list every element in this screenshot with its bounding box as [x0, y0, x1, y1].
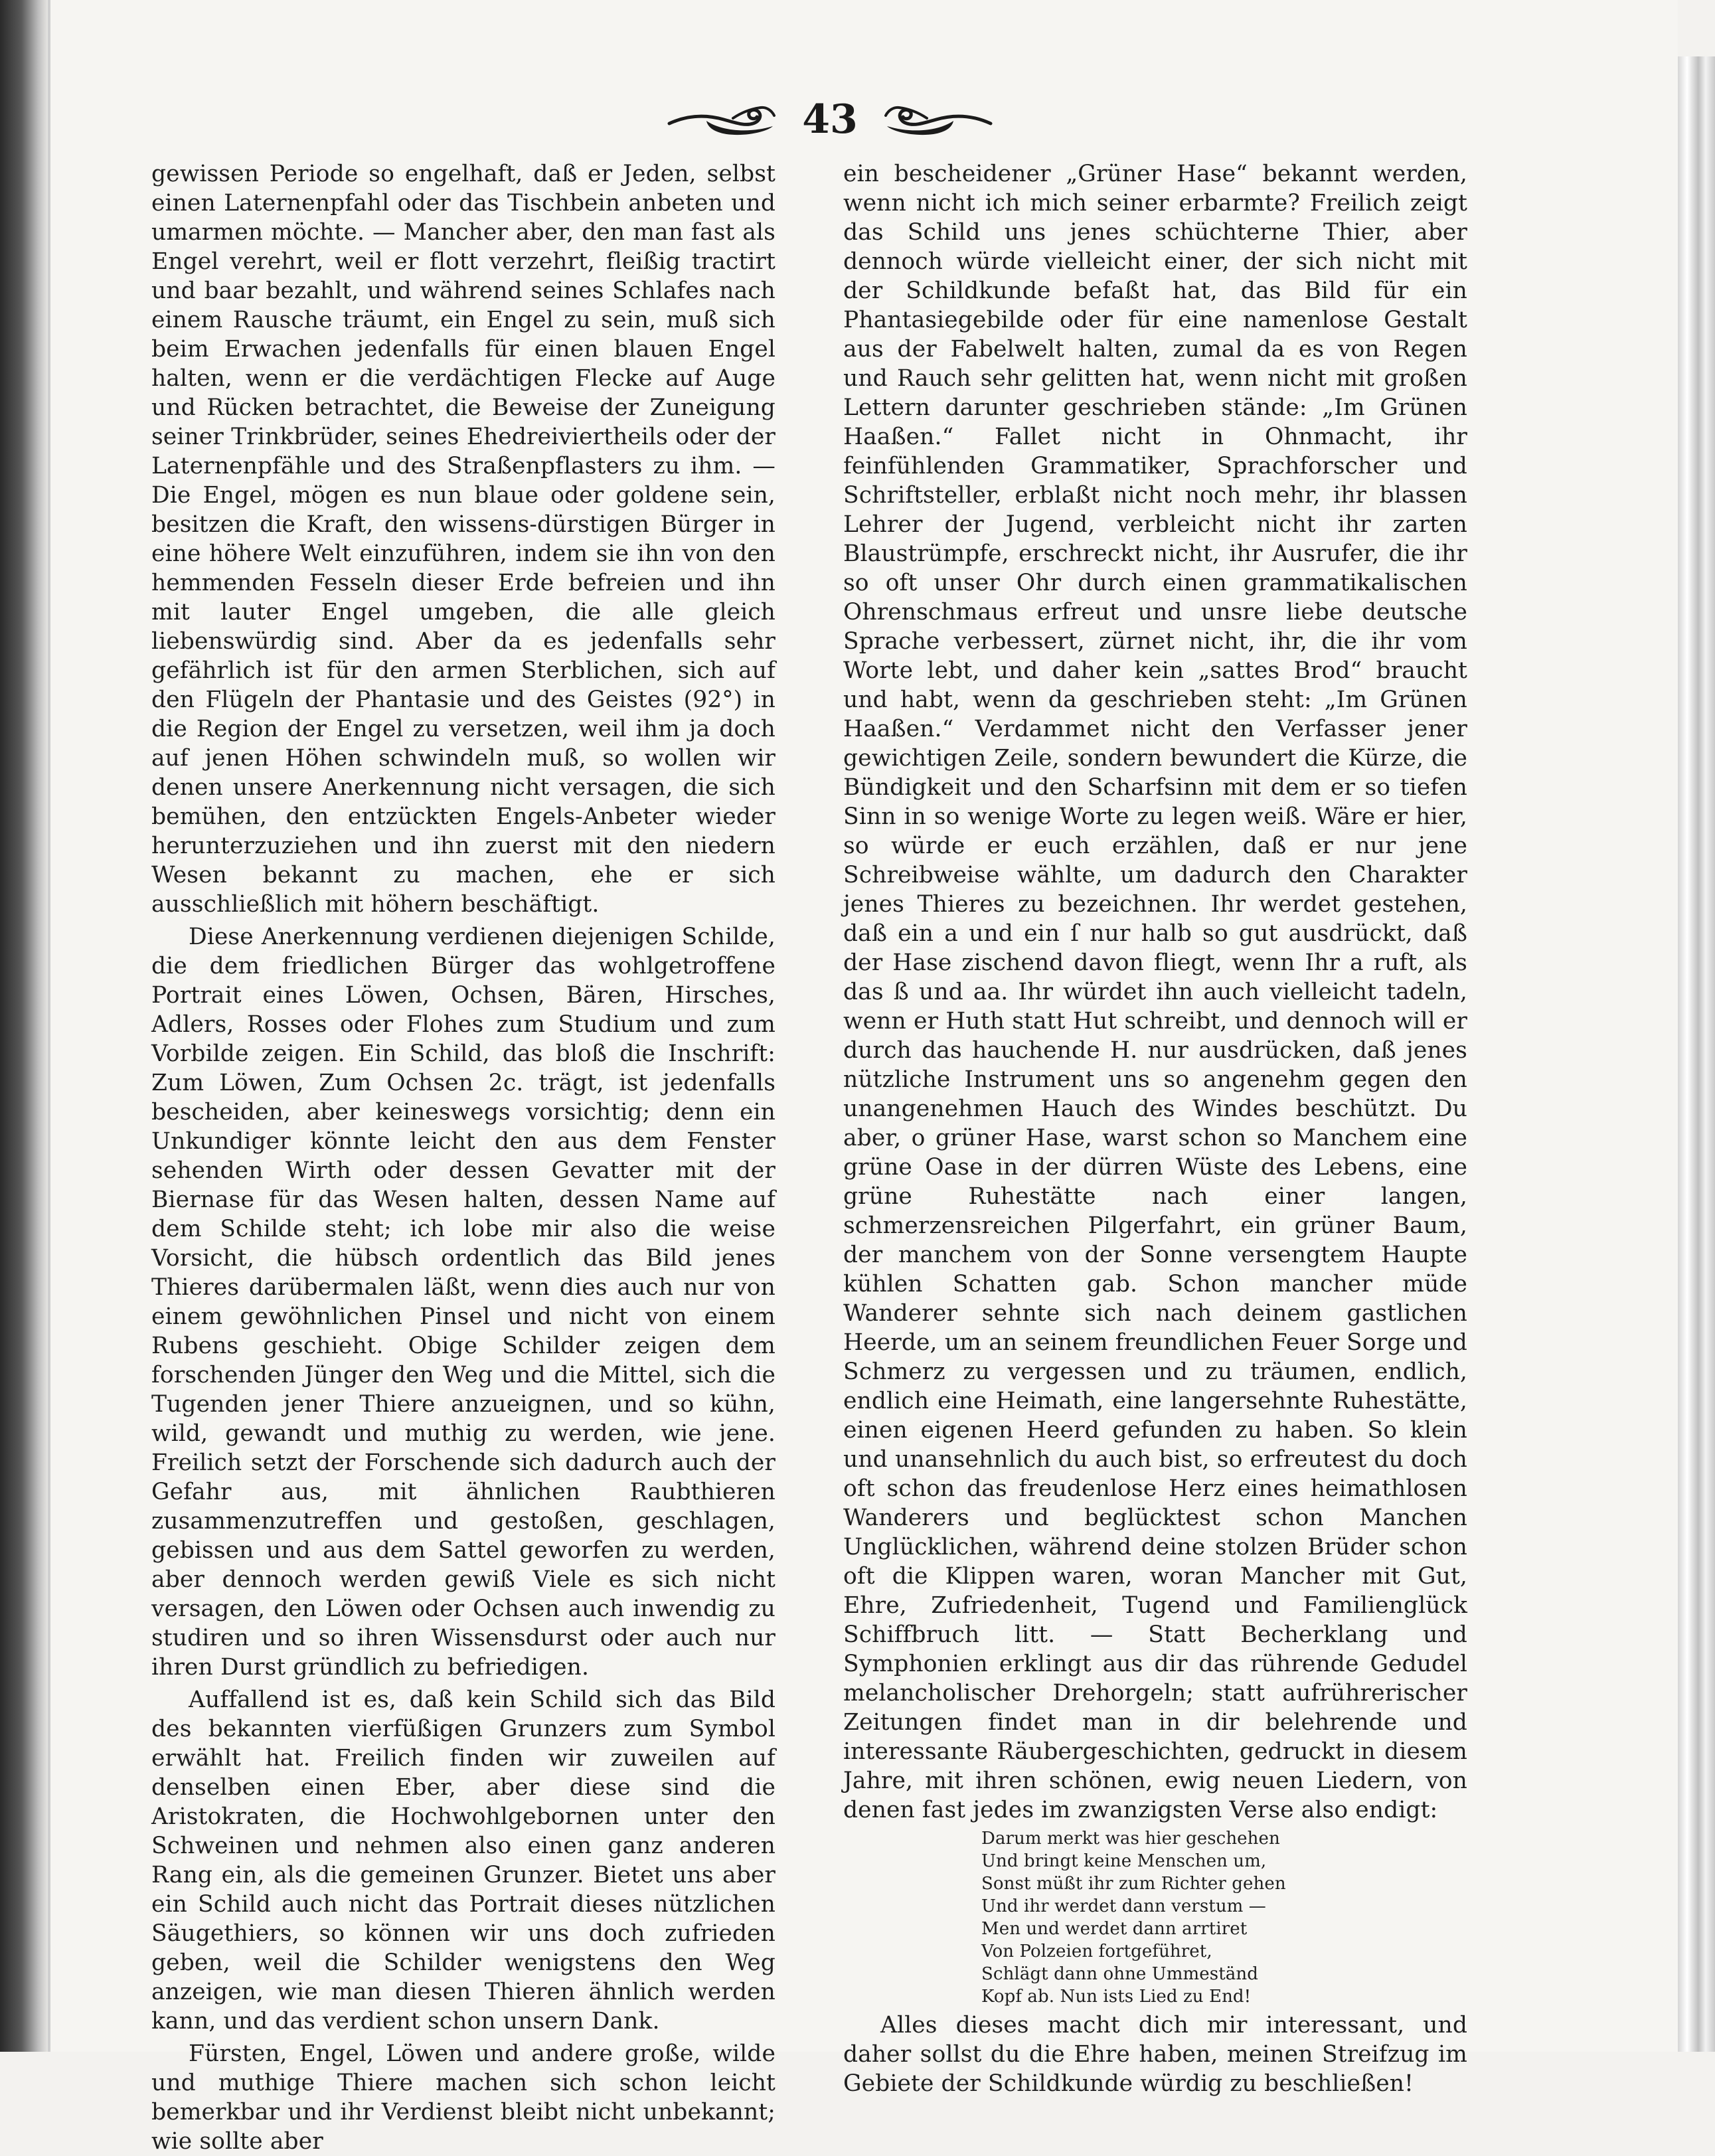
- verse-line: Sonst müßt ihr zum Richter gehen: [981, 1874, 1286, 1894]
- paragraph: Diese Anerkennung verdienen diejenigen Schilde, die dem friedlichen Bürger das wohlgetroffene Portrait eines Löwen, Ochsen, Bären, Hirsches, Adlers, Rosses oder Flohes zum Studium und zum Vorbilde zeigen. Ein Schild, das bloß die Inschrift: Zum Löwen, Zum Ochsen 2c. trägt, ist jedenfalls bescheiden, aber keineswegs vorsichtig; denn ein Unkundiger könnte leicht den aus dem Fenster sehenden Wirth oder dessen Gevatter mit der Biernase für das Wesen halten, dessen Name auf dem Schilde steht; ich lobe mir also die weise Vorsicht, die hübsch ordentlich das Bild jenes Thieres darübermalen läßt, wenn dies auch nur von einem gewöhnlichen Pinsel und nicht von einem Rubens geschieht. Obige Schilder zeigen dem forschenden Jünger den Weg und die Mittel, sich die Tugenden jener Thiere anzueignen, und so kühn, wild, gewandt und muthig zu werden, wie jene. Freilich setzt der Forschende sich dadurch auch der Gefahr aus, mit ähnlichen Raubthieren zusammenzutreffen und gestoßen, geschlagen, gebissen und aus dem Sattel geworfen zu werden, aber dennoch werden gewiß Viele es sich nicht versagen, den Löwen oder Ochsen auch inwendig zu studiren und so ihren Wissensdurst oder auch nur ihren Durst gründlich zu befriedigen.: [151, 924, 776, 1681]
- verse-line: Kopf ab. Nun ists Lied zu End!: [981, 1987, 1252, 2007]
- verse-line: Men und werdet dann arrtiret: [981, 1919, 1248, 1939]
- paragraph: ein bescheidener „Grüner Hase“ bekannt werden, wenn nicht ich mich seiner erbarmte? Freilich zeigt das Schild uns jenes schüchterne Thier, aber dennoch würde vielleicht einer, der sich nicht mit der Schildkunde befaßt hat, das Bild für ein Phantasiegebilde oder für eine namenlose Gestalt aus der Fabelwelt halten, zumal da es von Regen und Rauch sehr gelitten hat, wenn nicht mit großen Lettern darunter geschrieben stände: „Im Grünen Haaßen.“ Fallet nicht in Ohnmacht, ihr feinfühlenden Grammatiker, Sprachforscher und Schriftsteller, erblaßt nicht noch mehr, ihr blassen Lehrer der Jugend, verbleicht nicht ihr zarten Blaustrümpfe, erschreckt nicht, ihr Ausrufer, die ihr so oft unser Ohr durch einen grammatikalischen Ohrenschmaus erfreut und unsre liebe deutsche Sprache verbessert, zürnet nicht, ihr, die ihr vom Worte lebt, und daher kein „sattes Brod“ braucht und habt, wenn da geschrieben steht: „Im Grünen Haaßen.“ Verdammet nicht den Verfasser jener gewichtigen Zeile, sondern bewundert die Kürze, die Bündigkeit und den Scharfsinn mit dem er so tiefen Sinn in so wenige Worte zu legen weiß. Wäre er hier, so würde er euch erzählen, daß er nur jene Schreibweise wählte, um dadurch den Charakter jenes Thieres zu bezeichnen. Ihr werdet gestehen, daß ein a und ein ſ nur halb so gut ausdrückt, daß der Hase zischend davon fliegt, wenn Ihr a ruft, als das ß und aa. Ihr würdet ihn auch vielleicht tadeln, wenn er Huth statt Hut schreibt, und dennoch will er durch das hauchende H. nur ausdrücken, daß jenes nützliche Instrument uns so angenehm gegen den unangenehmen Hauch des Windes beschützt. Du aber, o grüner Hase, warst schon so Manchem eine grüne Oase in der dürren Wüste des Lebens, eine grüne Ruhestätte nach einer langen, schmerzensreichen Pilgerfahrt, ein grüner Baum, der manchem von der Sonne versengtem Haupte kühlen Schatten gab. Schon mancher müde Wanderer sehnte sich nach deinem gastlichen Heerde, um an seinem freundlichen Feuer Sorge und Schmerz zu vergessen und zu träumen, endlich, endlich eine Heimath, eine langersehnte Ruhestätte, einen eigenen Heerd gefunden zu haben. So klein und unansehnlich du auch bist, so erfreutest du doch oft schon das freudenlose Herz eines heimathlosen Wanderers und beglücktest schon Manchen Unglücklichen, während deine stolzen Brüder schon oft die Klippen waren, woran Mancher mit Gut, Ehre, Zufriedenheit, Tugend und Familienglück Schiffbruch litt. — Statt Becherklang und Symphonien erklingt aus dir das rührende Gedudel melancholischer Drehorgeln; statt aufrührerischer Zeitungen findet man in dir belehrende und interessante Räubergeschichten, gedruckt in diesem Jahre, mit ihren schönen, ewig neuen Liedern, von denen fast jedes im zwanzigsten Verse also endigt:: [843, 161, 1467, 1823]
- verse-block: [981, 1827, 1467, 2008]
- verse-line: Schlägt dann ohne Ummeständ: [981, 1964, 1258, 1984]
- paragraph: Alles dieses macht dich mir interessant, und daher sollst du die Ehre haben, meinen Streifzug im Gebiete der Schildkunde würdig zu beschließen!: [843, 2012, 1467, 2097]
- verse-line: Und bringt keine Menschen um,: [981, 1851, 1267, 1871]
- right-text-column: [843, 159, 1467, 2097]
- right-ornament-icon: [880, 101, 993, 138]
- left-text-column: [151, 159, 776, 2155]
- verse-line: Darum merkt was hier geschehen: [981, 1829, 1280, 1849]
- verse-line: Und ihr werdet dann verstum —: [981, 1896, 1266, 1916]
- paragraph: Fürsten, Engel, Löwen und andere große, wilde und muthige Thiere machen sich schon leicht bemerkbar und ihr Verdienst bleibt nicht unbekannt; wie sollte aber: [151, 2040, 776, 2155]
- paragraph: gewissen Periode so engelhaft, daß er Jeden, selbst einen Laternenpfahl oder das Tischbein anbeten und umarmen möchte. — Mancher aber, den man fast als Engel verehrt, weil er flott verzehrt, fleißig tractirt und baar bezahlt, und während seines Schlafes nach einem Rausche träumt, ein Engel zu sein, muß sich beim Erwachen jedenfalls für einen blauen Engel halten, wenn er die verdächtigen Flecke auf Auge und Rücken betrachtet, die Beweise der Zuneigung seiner Trinkbrüder, seines Ehedreiviertheils oder der Laternenpfähle und des Straßenpflasters zu ihm. — Die Engel, mögen es nun blaue oder goldene sein, besitzen die Kraft, den wissens-dürstigen Bürger in eine höhere Welt einzuführen, indem sie ihn von den hemmenden Fesseln dieser Erde befreien und ihn mit lauter Engel umgeben, die alle gleich liebenswürdig sind. Aber da es jedenfalls sehr gefährlich ist für den armen Sterblichen, sich auf den Flügeln der Phantasie und des Geistes (92°) in die Region der Engel zu versetzen, weil ihm ja doch auf jenen Höhen schwindeln muß, so wollen wir denen unsere Anerkennung nicht versagen, die sich bemühen, den entzückten Engels-Anbeter wieder herunterzuziehen und ihn zuerst mit den niedern Wesen bekannt zu machen, ehe er sich ausschließlich mit höhern beschäftigt.: [151, 161, 776, 918]
- left-ornament-icon: [667, 101, 779, 138]
- page-header: [664, 96, 996, 143]
- page-stack-edge: [1678, 56, 1715, 2052]
- book-binding-shadow: [0, 0, 48, 2052]
- paragraph: Auffallend ist es, daß kein Schild sich das Bild des bekannten vierfüßigen Grunzers zum Symbol erwählt hat. Freilich finden wir zuweilen auf denselben einen Eber, aber diese sind die Aristokraten, die Hochwohlgebornen unter den Schweinen und nehmen also einen ganz anderen Rang ein, als die gemeinen Grunzer. Bietet uns aber ein Schild auch nicht das Portrait dieses nützlichen Säugethiers, so können wir uns doch zufrieden geben, weil die Schilder wenigstens den Weg anzeigen, wie man diesen Thieren ähnlich werden kann, und das verdient schon unsern Dank.: [151, 1687, 776, 2034]
- page-number: 43: [802, 96, 858, 143]
- verse-line: Von Polzeien fortgeführet,: [981, 1942, 1212, 1961]
